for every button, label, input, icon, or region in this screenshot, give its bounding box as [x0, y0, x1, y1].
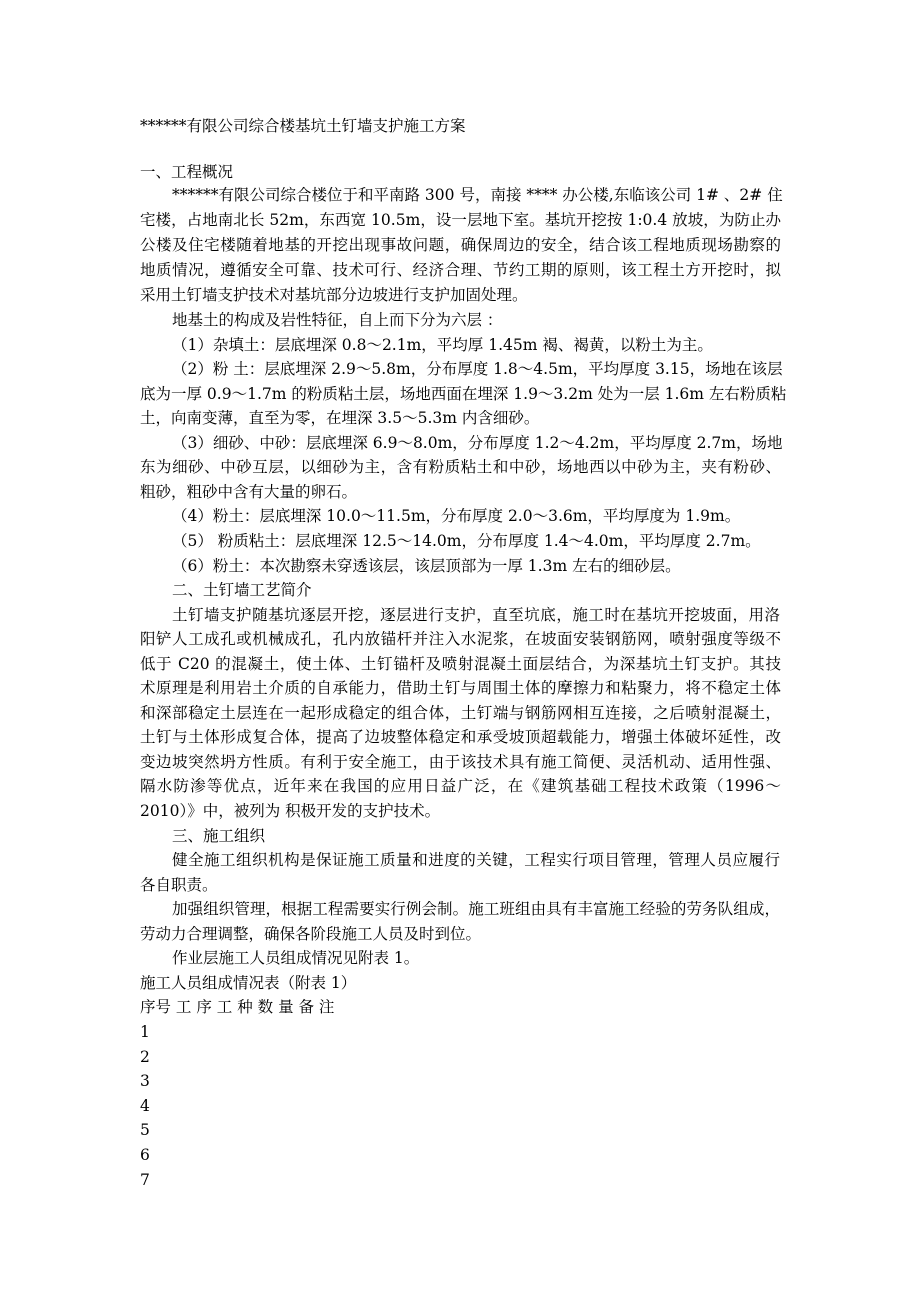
paragraph-line: （3）细砂、中砂：层底埋深 6.9～8.0m，分布厚度 1.2～4.2m，平均厚度 2.7m，场地	[172, 434, 783, 452]
paragraph-line: 劳动力合理调整，确保各阶段施工人员及时到位。	[140, 925, 482, 943]
paragraph-line: 变边坡突然坍方性质。有利于安全施工，由于该技术具有施工简便、灵活机动、适用性强、	[140, 753, 781, 771]
paragraph-line: 隔水防渗等优点，近年来在我国的应用日益广泛，在《建筑基础工程技术政策（1996～	[140, 777, 781, 795]
table-header: 序号 工 序 工 种 数 量 备 注	[140, 998, 335, 1016]
table-row: 1	[140, 1023, 150, 1041]
document-title: ******有限公司综合楼基坑土钉墙支护施工方案	[140, 117, 466, 135]
paragraph-line: 东为细砂、中砂互层，以细砂为主，含有粉质粘土和中砂，场地西以中砂为主，夹有粉砂、	[140, 458, 781, 476]
paragraph-line: ******有限公司综合楼位于和平南路 300 号，南接 **** 办公楼,东临该公司 1# 、2# 住	[172, 186, 783, 204]
section-heading-3: 三、施工组织	[172, 827, 266, 845]
paragraph-line: 宅楼，占地南北长 52m，东西宽 10.5m，设一层地下室。基坑开挖按 1:0.4 放坡，为防止办	[140, 211, 781, 229]
paragraph-line: （1）杂填土：层底埋深 0.8～2.1m，平均厚 1.45m 褐、褐黄，以粉土为主。	[172, 336, 713, 354]
paragraph-line: （4）粉土：层底埋深 10.0～11.5m，分布厚度 2.0～3.6m，平均厚度为 1.9m。	[172, 507, 741, 525]
paragraph-line: （5） 粉质粘土：层底埋深 12.5～14.0m，分布厚度 1.4～4.0m，平均厚度 2.7m。	[172, 532, 761, 550]
table-row: 4	[140, 1097, 150, 1115]
table-row: 6	[140, 1146, 150, 1164]
paragraph-line: （6）粉土：本次勘察未穿透该层，该层顶部为一厚 1.3m 左右的细砂层。	[172, 557, 681, 575]
paragraph-line: 公楼及住宅楼随着地基的开挖出现事故问题，确保周边的安全，结合该工程地质现场勘察的	[140, 236, 781, 254]
paragraph-line: 阳铲人工成孔或机械成孔，孔内放锚杆并注入水泥浆，在坡面安装钢筋网，喷射强度等级不	[140, 630, 781, 648]
paragraph-line: 作业层施工人员组成情况见附表 1。	[172, 949, 420, 967]
paragraph-line: （2）粉 土：层底埋深 2.9～5.8m，分布厚度 1.8～4.5m，平均厚度 3.15，场地在该层	[172, 360, 783, 378]
table-row: 2	[140, 1048, 150, 1066]
table-row: 7	[140, 1171, 150, 1189]
paragraph-line: 加强组织管理，根据工程需要实行例会制。施工班组由具有丰富施工经验的劳务队组成，	[172, 900, 780, 918]
table-caption: 施工人员组成情况表（附表 1）	[140, 974, 357, 992]
section-heading-2: 二、土钉墙工艺简介	[172, 581, 312, 599]
paragraph-line: 健全施工组织机构是保证施工质量和进度的关键，工程实行项目管理，管理人员应履行	[172, 851, 780, 869]
paragraph-line: 采用土钉墙支护技术对基坑部分边坡进行支护加固处理。	[140, 286, 528, 304]
paragraph-line: 底为一厚 0.9～1.7m 的粉质粘土层，场地西面在埋深 1.9～3.2m 处为一层 1.6m 左右粉质粘	[140, 385, 787, 403]
paragraph-line: 2010）》中，被列为 积极开发的支护技术。	[140, 802, 441, 820]
paragraph-line: 土钉与土体形成复合体，提高了边坡整体稳定和承受坡顶超载能力，增强土体破坏延性，改	[140, 728, 781, 746]
paragraph-line: 粗砂，粗砂中含有大量的卵石。	[140, 483, 358, 501]
paragraph-line: 各自职责。	[140, 876, 218, 894]
table-row: 3	[140, 1072, 150, 1090]
section-heading-1: 一、工程概况	[140, 163, 234, 181]
paragraph-line: 和深部稳定土层连在一起形成稳定的组合体，土钉端与钢筋网相互连接，之后喷射混凝土，	[140, 704, 781, 722]
paragraph-line: 地质情况，遵循安全可靠、技术可行、经济合理、节约工期的原则，该工程土方开挖时，拟	[140, 261, 781, 279]
paragraph-line: 术原理是利用岩土介质的自承能力，借助土钉与周围土体的摩擦力和粘聚力，将不稳定土体	[140, 679, 781, 697]
paragraph-line: 土钉墙支护随基坑逐层开挖，逐层进行支护，直至坑底，施工时在基坑开挖坡面，用洛	[172, 606, 780, 624]
paragraph-line: 地基土的构成及岩性特征，自上而下分为六层 ：	[172, 311, 503, 329]
table-row: 5	[140, 1121, 150, 1139]
paragraph-line: 低于 C20 的混凝土，使土体、土钉锚杆及喷射混凝土面层结合，为深基坑土钉支护。其技	[140, 655, 781, 673]
paragraph-line: 土，向南变薄，直至为零，在埋深 3.5～5.3m 内含细砂。	[140, 409, 540, 427]
